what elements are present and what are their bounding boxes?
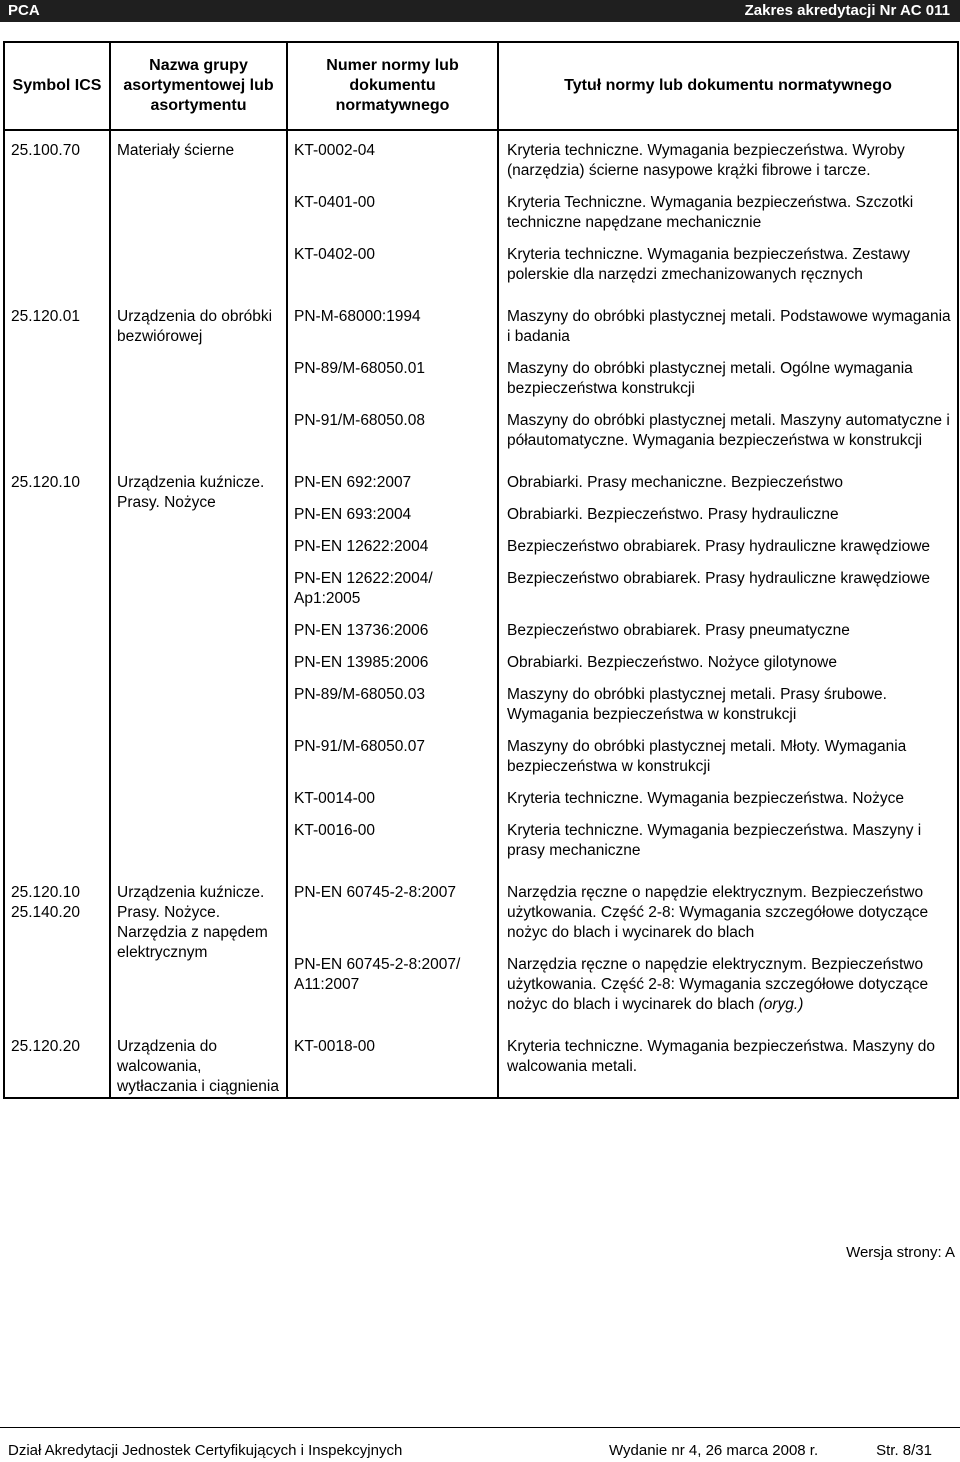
ics-cell (4, 463, 110, 873)
norm-title: Maszyny do obróbki plastycznej metali. Maszyny automatyczne i półautomatyczne. Wymagania bezpieczeństwa w konstrukcji (507, 412, 950, 449)
column-header-title: Tytuł normy lub dokumentu normatywnego (498, 42, 958, 130)
norm-number: KT-0014-00 (294, 790, 375, 807)
title-item (507, 307, 953, 359)
table-header-row (4, 42, 958, 130)
group-name: Urządzenia kuźnicze. Prasy. Nożyce (117, 474, 265, 511)
norm-item (294, 685, 491, 737)
group-cell (110, 873, 287, 1027)
norm-number: PN-89/M-68050.03 (294, 686, 425, 703)
footer-edition: Wydanie nr 4, 26 marca 2008 r. (609, 1442, 819, 1459)
norm-title: Maszyny do obróbki plastycznej metali. Młoty. Wymagania bezpieczeństwa w konstrukcji (507, 738, 907, 775)
norm-item (294, 569, 491, 621)
table-row (4, 130, 958, 297)
accreditation-table (3, 41, 959, 1099)
norm-item (294, 307, 491, 359)
column-header-norm: Numer normy lub dokumentu normatywnego (287, 42, 498, 130)
norm-item (294, 737, 491, 789)
norm-number: PN-EN 13736:2006 (294, 622, 429, 639)
title-item (507, 359, 953, 411)
ics-symbol: 25.120.10 25.140.20 (11, 884, 80, 921)
norm-title: Maszyny do obróbki plastycznej metali. Ogólne wymagania bezpieczeństwa konstrukcji (507, 360, 913, 397)
title-item (507, 569, 953, 621)
norm-number: KT-0018-00 (294, 1038, 375, 1055)
title-item (507, 737, 953, 789)
title-item (507, 473, 953, 505)
norm-number: KT-0016-00 (294, 822, 375, 839)
title-item (507, 193, 953, 245)
norm-item (294, 411, 491, 463)
title-cell (498, 297, 958, 463)
ics-symbol: 25.120.01 (11, 308, 80, 325)
norm-number: PN-91/M-68050.07 (294, 738, 425, 755)
norm-number: KT-0002-04 (294, 142, 375, 159)
norm-title: Kryteria Techniczne. Wymagania bezpieczeństwa. Szczotki techniczne napędzane mechanicznie (507, 194, 914, 231)
norm-title: Kryteria techniczne. Wymagania bezpieczeństwa. Zestawy polerskie dla narzędzi zmechanizowanych ręcznych (507, 246, 911, 283)
table-row (4, 1027, 958, 1098)
title-item (507, 883, 953, 955)
norm-item (294, 653, 491, 685)
ics-cell (4, 130, 110, 297)
group-name: Urządzenia do obróbki bezwiórowej (117, 308, 273, 345)
group-cell (110, 297, 287, 463)
column-header-group: Nazwa grupy asortymentowej lub asortymentu (110, 42, 287, 130)
norm-item (294, 1037, 491, 1089)
title-item (507, 955, 953, 1027)
norm-title: Maszyny do obróbki plastycznej metali. Prasy śrubowe. Wymagania bezpieczeństwa w konstrukcji (507, 686, 887, 723)
title-cell (498, 1027, 958, 1098)
title-cell (498, 130, 958, 297)
norm-item (294, 359, 491, 411)
norm-cell (287, 873, 498, 1027)
norm-title: Narzędzia ręczne o napędzie elektrycznym. Bezpieczeństwo użytkowania. Część 2-8: Wymagania szczegółowe dotyczące nożyc do blach i wycinarek do blach (507, 956, 929, 1013)
norm-title: Bezpieczeństwo obrabiarek. Prasy hydrauliczne krawędziowe (507, 538, 931, 555)
norm-number: PN-EN 693:2004 (294, 506, 412, 523)
norm-item (294, 193, 491, 245)
ics-cell (4, 297, 110, 463)
title-item (507, 621, 953, 653)
title-item (507, 141, 953, 193)
page-version: Wersja strony: A (846, 1244, 955, 1261)
title-item (507, 245, 953, 297)
norm-number: KT-0402-00 (294, 246, 375, 263)
norm-number: PN-EN 12622:2004 (294, 538, 429, 555)
norm-number: PN-M-68000:1994 (294, 308, 421, 325)
table-row (4, 463, 958, 873)
header-right: Zakres akredytacji Nr AC 011 (744, 2, 950, 19)
norm-title: Bezpieczeństwo obrabiarek. Prasy pneumatyczne (507, 622, 850, 639)
title-item (507, 505, 953, 537)
original-note: (oryg.) (758, 996, 804, 1013)
norm-number: PN-EN 692:2007 (294, 474, 412, 491)
table-row (4, 297, 958, 463)
title-item (507, 411, 953, 463)
title-item (507, 537, 953, 569)
title-item (507, 653, 953, 685)
ics-cell (4, 873, 110, 1027)
norm-cell (287, 463, 498, 873)
ics-symbol: 25.120.10 (11, 474, 80, 491)
ics-cell (4, 1027, 110, 1098)
norm-title: Bezpieczeństwo obrabiarek. Prasy hydrauliczne krawędziowe (507, 570, 931, 587)
norm-title: Kryteria techniczne. Wymagania bezpieczeństwa. Nożyce (507, 790, 905, 807)
group-cell (110, 463, 287, 873)
page-footer (0, 1427, 960, 1462)
ics-symbol: 25.100.70 (11, 142, 80, 159)
norm-title: Obrabiarki. Bezpieczeństwo. Nożyce gilotynowe (507, 654, 837, 671)
norm-number: PN-EN 60745-2-8:2007/ A11:2007 (294, 956, 461, 993)
title-item (507, 685, 953, 737)
page-header-bar (0, 0, 960, 22)
norm-cell (287, 1027, 498, 1098)
norm-number: PN-91/M-68050.08 (294, 412, 425, 429)
norm-item (294, 789, 491, 821)
norm-title: Kryteria techniczne. Wymagania bezpieczeństwa. Wyroby (narzędzia) ścierne nasypowe krążki fibrowe i tarcze. (507, 142, 905, 179)
norm-cell (287, 297, 498, 463)
norm-title: Narzędzia ręczne o napędzie elektrycznym. Bezpieczeństwo użytkowania. Część 2-8: Wymagania szczegółowe dotyczące nożyc do blach i wycinarek do blach (507, 884, 929, 941)
group-cell (110, 130, 287, 297)
group-name: Materiały ścierne (117, 142, 235, 159)
norm-title: Obrabiarki. Prasy mechaniczne. Bezpieczeństwo (507, 474, 843, 491)
title-item (507, 821, 953, 873)
norm-number: PN-EN 13985:2006 (294, 654, 429, 671)
table-row (4, 873, 958, 1027)
group-name: Urządzenia do walcowania, wytłaczania i ciągnienia (117, 1038, 279, 1095)
norm-item (294, 505, 491, 537)
norm-item (294, 245, 491, 297)
column-header-ics: Symbol ICS (4, 42, 110, 130)
title-cell (498, 463, 958, 873)
norm-title: Kryteria techniczne. Wymagania bezpieczeństwa. Maszyny do walcowania metali. (507, 1038, 936, 1075)
norm-item (294, 955, 491, 1027)
norm-item (294, 473, 491, 505)
norm-number: KT-0401-00 (294, 194, 375, 211)
norm-cell (287, 130, 498, 297)
header-left: PCA (8, 2, 40, 19)
norm-item (294, 821, 491, 873)
norm-number: PN-89/M-68050.01 (294, 360, 425, 377)
title-item (507, 789, 953, 821)
norm-item (294, 883, 491, 955)
group-name: Urządzenia kuźnicze. Prasy. Nożyce. Narzędzia z napędem elektrycznym (117, 884, 268, 961)
footer-department: Dział Akredytacji Jednostek Certyfikujących i Inspekcyjnych (8, 1442, 403, 1459)
norm-item (294, 621, 491, 653)
norm-title: Kryteria techniczne. Wymagania bezpieczeństwa. Maszyny i prasy mechaniczne (507, 822, 922, 859)
norm-title: Maszyny do obróbki plastycznej metali. Podstawowe wymagania i badania (507, 308, 951, 345)
norm-number: PN-EN 12622:2004/ Ap1:2005 (294, 570, 433, 607)
group-cell (110, 1027, 287, 1098)
title-cell (498, 873, 958, 1027)
norm-number: PN-EN 60745-2-8:2007 (294, 884, 456, 901)
ics-symbol: 25.120.20 (11, 1038, 80, 1055)
norm-title: Obrabiarki. Bezpieczeństwo. Prasy hydrauliczne (507, 506, 839, 523)
title-item (507, 1037, 953, 1089)
norm-item (294, 141, 491, 193)
norm-item (294, 537, 491, 569)
footer-page-number: Str. 8/31 (876, 1442, 932, 1459)
